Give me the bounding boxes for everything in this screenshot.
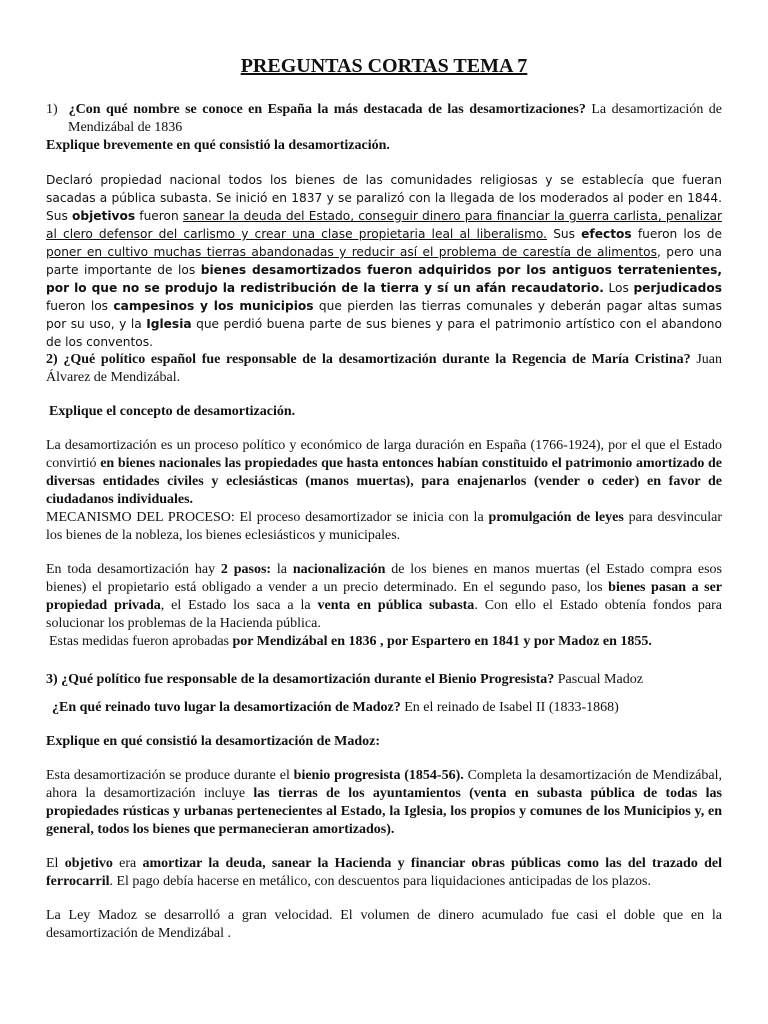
text-run-bold: promulgación de leyes	[488, 510, 624, 525]
question-1-text: ¿Con qué nombre se conoce en España la más destacada de las desamortizaciones?	[68, 102, 586, 117]
text-run: era	[112, 856, 143, 871]
objective-paragraph	[46, 855, 722, 891]
measures-paragraph	[46, 633, 722, 651]
text-run: para desvincular los bienes de la nobleza, los bienes eclesiásticos y municipales.	[46, 510, 722, 543]
text-run-bold: bienes pasan a ser propiedad privada	[46, 580, 723, 613]
question-3	[46, 671, 722, 689]
text-run: Sus	[547, 227, 582, 241]
mechanism-paragraph	[46, 509, 722, 545]
text-run: La Ley Madoz se desarrolló a gran velocidad. El volumen de dinero acumulado fue casi el doble que en la desamortización de Mendizábal .	[46, 908, 722, 941]
text-run: Los	[603, 281, 634, 295]
text-run: Esta desamortización se produce durante el	[46, 768, 294, 783]
text-run-bold: Iglesia	[146, 317, 192, 331]
page-title: PREGUNTAS CORTAS TEMA 7	[240, 55, 528, 77]
question-3-explain: Explique en qué consistió la desamortización de Madoz:	[46, 734, 381, 749]
text-run: que pierden las tierras comunales y deberán pagar altas sumas por su uso, y la	[46, 299, 722, 331]
text-run-bold: objetivo	[64, 856, 113, 871]
text-run-underlined: poner en cultivo muchas tierras abandonadas y reducir así el problema de carestía de alimentos	[46, 245, 657, 259]
text-run-underlined: sanear la deuda del Estado, conseguir dinero para financiar la guerra carlista, penalizar al clero defensor del carlismo y crear una clase propietaria leal al liberalismo.	[46, 209, 722, 241]
text-run: . El pago debía hacerse en metálico, con descuentos para liquidaciones anticipadas de los plazos.	[109, 874, 652, 889]
text-run: de los bienes en manos muertas (el Estado compra esos bienes) el propietario está obligado a vender a un precio determinado. En el segundo paso, los	[46, 562, 723, 595]
text-run: fueron los de	[631, 227, 722, 241]
text-run: , pero una parte importante de los	[46, 245, 722, 277]
text-run-bold: 2 pasos:	[220, 562, 272, 577]
text-run-bold: efectos	[581, 227, 632, 241]
text-run-bold: nacionalización	[292, 562, 386, 577]
text-run-bold: en bienes nacionales las propiedades que hasta entonces habían constituido el patrimonio amortizado de diversas entidades civiles y eclesiásticas (manos muertas), para enajenarlos (vender o ceder) en favor de ciudadanos individuales.	[46, 456, 723, 507]
text-run: El	[46, 856, 65, 871]
text-run-bold: amortizar la deuda, sanear la Hacienda y financiar obras públicas como las del trazado del ferrocarril	[46, 856, 722, 889]
question-3-text: 3) ¿Qué político fue responsable de la desamortización durante el Bienio Progresista?	[46, 672, 555, 687]
text-run: la	[271, 562, 293, 577]
question-1	[46, 101, 722, 137]
text-run-bold: venta en pública subasta	[317, 598, 475, 613]
text-run: fueron los	[46, 299, 114, 313]
text-run: Declaró propiedad nacional todos los bienes de las comunidades religiosas y se establecía que fueran sacadas a pública subasta. Se inició en 1837 y se paralizó con la llegada de los moderados al poder en 1844. Sus	[46, 173, 722, 223]
text-run-bold: las tierras de los ayuntamientos (venta en subasta pública de todas las propiedades rústicas y urbanas pertenecientes al Estado, la Iglesia, los propios y comunes de los Municipios y, en general, todos los bienes que permanecieran amortizados).	[46, 786, 722, 837]
question-1-number: 1)	[46, 102, 58, 117]
answer-2-paragraph	[46, 437, 722, 509]
question-2-explain: Explique el concepto de desamortización.	[49, 404, 296, 419]
question-2	[46, 351, 722, 387]
text-run: Estas medidas fueron aprobadas	[49, 634, 233, 649]
text-run: . Con ello el Estado obtenía fondos para solucionar los problemas de la Hacienda pública.	[46, 598, 722, 631]
text-run: MECANISMO DEL PROCESO: El proceso desamortizador se inicia con la	[46, 510, 489, 525]
text-run: fueron	[135, 209, 183, 223]
text-run-bold: bienio progresista (1854-56).	[293, 768, 464, 783]
answer-1-text: La desamortización de Mendizábal de 1836	[68, 102, 722, 135]
madoz-paragraph	[46, 767, 722, 839]
answer-3-text: Pascual Madoz	[554, 672, 643, 687]
text-run-bold: bienes desamortizados fueron adquiridos por los antiguos terratenientes, por lo que no se produjo la redistribución de la tierra y sí un afán recaudatorio.	[46, 263, 723, 295]
text-run-bold: objetivos	[71, 209, 136, 223]
text-run: que perdió buena parte de sus bienes y para el patrimonio artístico con el abandono de los conventos.	[46, 317, 722, 349]
answer-2-text: Juan Álvarez de Mendizábal.	[46, 352, 722, 385]
text-run: En toda desamortización hay	[46, 562, 221, 577]
text-run: La desamortización es un proceso político y económico de larga duración en España (1766-1924), por el que el Estado convirtió	[46, 438, 722, 471]
question-3b	[46, 699, 722, 717]
question-2-text: 2) ¿Qué político español fue responsable de la desamortización durante la Regencia de María Cristina?	[46, 352, 691, 367]
text-run-bold: perjudicados	[633, 281, 722, 295]
question-1-explain: Explique brevemente en qué consistió la desamortización.	[46, 138, 390, 153]
answer-1-paragraph	[46, 171, 722, 351]
text-run: , el Estado los saca a la	[160, 598, 318, 613]
text-run-bold: campesinos y los municipios	[113, 299, 314, 313]
ley-madoz-paragraph	[46, 907, 722, 943]
answer-3b-text: En el reinado de Isabel II (1833-1868)	[400, 700, 619, 715]
question-3b-text: ¿En qué reinado tuvo lugar la desamortización de Madoz?	[52, 700, 401, 715]
steps-paragraph	[46, 561, 722, 633]
text-run: Completa la desamortización de Mendizábal, ahora la desamortización incluye	[46, 768, 722, 801]
text-run-bold: por Mendizábal en 1836 , por Espartero en 1841 y por Madoz en 1855.	[232, 634, 652, 649]
